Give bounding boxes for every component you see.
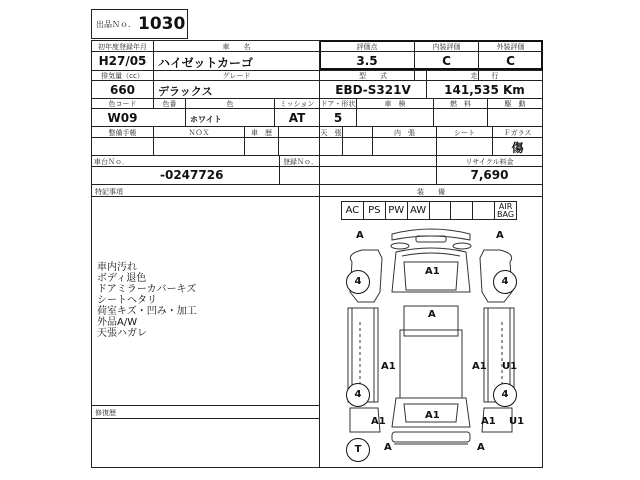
damage-rear-center: A1: [425, 410, 440, 421]
capacity-label: 車 検: [384, 100, 406, 108]
t-mark-circle: T: [346, 438, 370, 462]
score-label: 評価点: [356, 43, 378, 51]
color-value: ホワイト: [190, 115, 222, 124]
damage-rear-right: A1: [481, 416, 496, 427]
equipment-slot-7: [473, 202, 495, 219]
damage-side-left: A1: [381, 361, 396, 372]
recycle-label: リサイクル料金: [465, 158, 514, 166]
interior-label: 内装評価: [432, 43, 461, 51]
equipment-slot-6: [451, 202, 473, 219]
color-no-label: 色番: [162, 100, 177, 108]
mileage-value: 141,535 Km: [444, 83, 525, 97]
tire-front-right: 4: [493, 270, 517, 294]
remark-line: ドアミラーカバーキズ: [97, 284, 197, 295]
remark-line: 天張ハガレ: [97, 328, 147, 339]
mileage-label: 走 行: [470, 72, 499, 80]
damage-front-right: A: [496, 230, 504, 241]
model-value: EBD-S321V: [335, 83, 411, 97]
damage-hood: A1: [425, 266, 440, 277]
model-label: 型 式: [359, 72, 387, 80]
name-value: ハイゼットカーゴ: [158, 56, 254, 70]
displacement-value: 660: [109, 83, 136, 97]
equipment-grid: [341, 201, 517, 220]
tire-rear-left: 4: [346, 383, 370, 407]
tire-front-left: 4: [346, 270, 370, 294]
remark-line: シートヘタリ: [97, 295, 157, 306]
nox-label: ＮＯＸ: [188, 129, 210, 137]
damage-side-right: A1: [472, 361, 487, 372]
interior-trim-label: 内 張: [394, 129, 415, 137]
seat-label: シート: [454, 129, 475, 137]
exterior-label: 外装評価: [496, 43, 525, 51]
fuel-label: 燃 料: [450, 100, 471, 108]
remark-line: 車内汚れ: [97, 262, 137, 273]
remark-line: 外品A/W: [97, 317, 138, 328]
roof-label: 天 張: [320, 129, 342, 137]
equipment-slot-5: [430, 202, 452, 219]
glass-value: 傷: [511, 141, 524, 155]
exterior-value: C: [506, 54, 515, 68]
manual-label: 整備手帳: [108, 129, 137, 137]
remarks-list: [97, 262, 197, 339]
listing-number-label: 出品Ｎｏ．: [96, 20, 136, 29]
grade-value: デラックス: [158, 85, 213, 98]
equipment-airbag: AIR BAG: [497, 202, 515, 219]
drive-label: 駆 動: [504, 100, 526, 108]
interior-value: C: [442, 54, 451, 68]
color-code-value: W09: [107, 111, 138, 125]
color-label: 色: [226, 100, 234, 108]
history-label: 車 歴: [251, 129, 272, 137]
damage-roof: A: [428, 309, 436, 320]
tire-rear-right: 4: [493, 383, 517, 407]
damage-side-right-u1: U1: [502, 361, 518, 372]
listing-number-box: [91, 9, 188, 39]
score-value: 3.5: [356, 54, 378, 68]
doors-label: ドア・形状: [320, 100, 356, 108]
year-value: H27/05: [98, 54, 147, 68]
color-code-label: 色コード: [108, 100, 137, 108]
damage-bottom-left: A: [384, 442, 392, 453]
listing-number: 1030: [138, 14, 186, 34]
transmission-label: ミッション: [279, 100, 315, 108]
transmission-value: AT: [288, 111, 306, 125]
remark-line: ボディ退色: [97, 273, 147, 284]
equipment-aw: AW: [408, 202, 430, 219]
equipment-ac: AC: [342, 202, 364, 219]
displacement-label: 排気量（cc）: [101, 72, 144, 80]
equipment-pw: PW: [386, 202, 408, 219]
car-diagram: [320, 222, 542, 467]
remarks-label: 特記事項: [95, 188, 123, 196]
damage-bottom-right: A: [477, 442, 485, 453]
damage-rear-right-u1: U1: [509, 416, 525, 427]
glass-label: Ｆガラス: [503, 129, 532, 137]
repair-label: 修復歴: [95, 409, 116, 417]
recycle-value: 7,690: [470, 168, 509, 182]
equipment-label: 装 備: [417, 188, 445, 196]
chassis-label: 車台Ｎｏ．: [94, 158, 129, 166]
grade-label: グレード: [222, 72, 251, 80]
equipment-ps: PS: [364, 202, 386, 219]
year-label: 初年度登録年月: [98, 43, 147, 51]
registration-label: 登録Ｎｏ．: [283, 158, 318, 166]
damage-rear-left: A1: [371, 416, 386, 427]
damage-front-left: A: [356, 230, 364, 241]
doors-value: 5: [333, 111, 343, 125]
chassis-value: -0247726: [160, 168, 224, 182]
name-label: 車 名: [222, 43, 251, 51]
remark-line: 荷室キズ・凹み・加工: [97, 306, 197, 317]
